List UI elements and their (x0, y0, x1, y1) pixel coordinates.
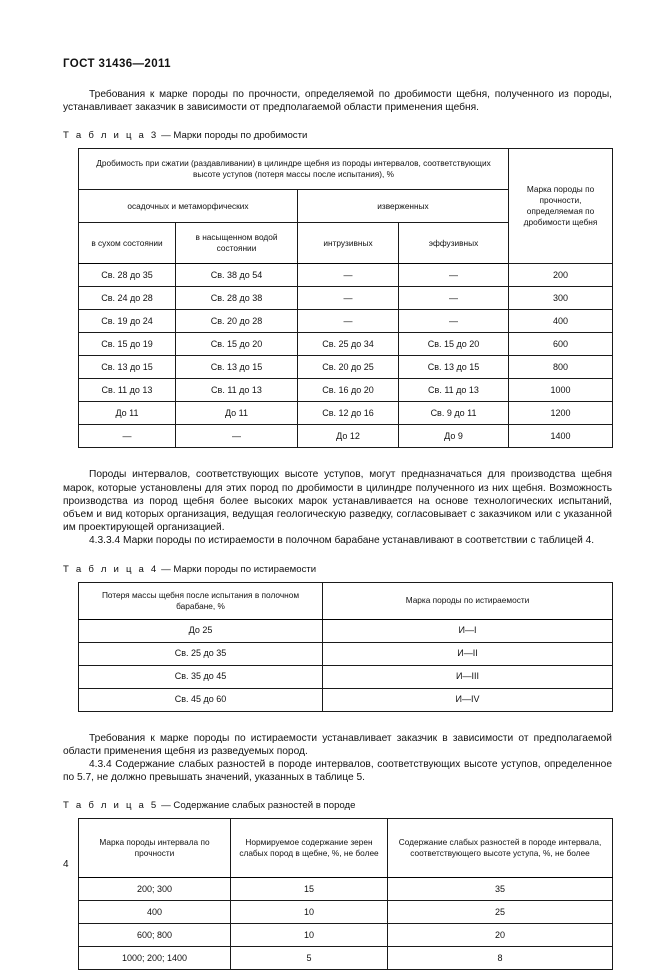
table3-header-group-main: Дробимость при сжатии (раздавливании) в цилиндре щебня из породы интервалов, соответствующих высоте уступов (потеря массы после испытания), % (79, 149, 509, 190)
table3-body (79, 264, 613, 448)
table-cell: Св. 13 до 15 (399, 356, 509, 379)
table3-header-row-1 (79, 149, 613, 190)
paragraph-4-3-4: 4.3.4 Содержание слабых разностей в породе интервалов, соответствующих высоте уступов, определенное по 5.7, не должно превышать значений, указанных в таблице 5. (63, 759, 612, 784)
table4-caption (63, 564, 612, 576)
table-cell: Св. 11 до 13 (176, 379, 298, 402)
table-cell: Св. 28 до 35 (79, 264, 176, 287)
table3-caption-label: Т а б л и ц а 3 (63, 130, 159, 142)
paragraph-abrasion-requirements: Требования к марке породы по истираемости устанавливает заказчик в зависимости от предполагаемой области применения щебня из разведуемых пород. (63, 732, 612, 757)
table-cell: 10 (231, 924, 388, 947)
table3-header-intrusive: интрузивных (298, 223, 399, 264)
paragraph-intro-strength: Требования к марке породы по прочности, определяемой по дробимости щебня, полученного из породы, устанавливает заказчик в зависимости от предполагаемой области применения щебня. (63, 89, 612, 114)
table-cell: 5 (231, 947, 388, 970)
table-cell: Св. 9 до 11 (399, 402, 509, 425)
table-row (79, 333, 613, 356)
page-content (63, 88, 612, 970)
table-cell: — (298, 264, 399, 287)
table3-caption-text: — Марки породы по дробимости (161, 130, 308, 142)
table-cell: И—I (323, 619, 613, 642)
table-row (79, 878, 613, 901)
table-cell: Св. 20 до 28 (176, 310, 298, 333)
table5-header-grade: Марка породы интервала по прочности (79, 819, 231, 878)
table5-caption-text: — Содержание слабых разностей в породе (161, 800, 356, 812)
table3-header-group-igneous: изверженных (298, 190, 509, 223)
table-cell: 400 (79, 901, 231, 924)
table5-header-weak-content: Содержание слабых разностей в породе интервала, соответствующего высоте уступа, %, не более (388, 819, 613, 878)
table-cell: 400 (509, 310, 613, 333)
table-cell: Св. 25 до 35 (79, 642, 323, 665)
table-row (79, 287, 613, 310)
table3-caption (63, 130, 612, 142)
table4-body (79, 619, 613, 711)
table5-header-row (79, 819, 613, 878)
table3-header-group-sedimentary: осадочных и метаморфических (79, 190, 298, 223)
table-cell: — (399, 310, 509, 333)
table-row (79, 924, 613, 947)
paragraph-interval-rocks: Породы интервалов, соответствующих высоте уступов, могут предназначаться для производства щебня марок, которые установлены для этих пород по дробимости в цилиндре полученного из них щебня. Возможность производства из пород щебня более высоких марок устанавливается на основе технологических испытаний, объем и вид которых организация, ведущая геологическую разведку, согласовывает с заказчиком или с указанной им проектирующей организацией. (63, 469, 612, 534)
table4-header-loss: Потеря массы щебня после испытания в полочном барабане, % (79, 582, 323, 619)
table5-caption (63, 800, 612, 812)
table-row (79, 379, 613, 402)
page-number: 4 (63, 859, 69, 870)
table-cell: — (176, 425, 298, 448)
table-cell: 600; 800 (79, 924, 231, 947)
table-cell: Св. 11 до 13 (399, 379, 509, 402)
table-cell: 1200 (509, 402, 613, 425)
table-cell: И—II (323, 642, 613, 665)
table-cell: Св. 16 до 20 (298, 379, 399, 402)
table-row (79, 619, 613, 642)
table-cell: 10 (231, 901, 388, 924)
table-cell: До 25 (79, 619, 323, 642)
table-cell: — (298, 287, 399, 310)
table-3-crushability-grades (78, 148, 613, 448)
document-standard-header: ГОСТ 31436—2011 (63, 58, 171, 70)
table-row (79, 901, 613, 924)
table-cell: До 9 (399, 425, 509, 448)
table-cell: Св. 12 до 16 (298, 402, 399, 425)
table4-caption-label: Т а б л и ц а 4 (63, 563, 159, 575)
table-cell: 200; 300 (79, 878, 231, 901)
table-row (79, 665, 613, 688)
table-cell: — (298, 310, 399, 333)
table-cell: 25 (388, 901, 613, 924)
table-cell: — (399, 287, 509, 310)
table-cell: Св. 38 до 54 (176, 264, 298, 287)
table-cell: Св. 28 до 38 (176, 287, 298, 310)
table-row (79, 642, 613, 665)
table-cell: 1400 (509, 425, 613, 448)
table3-header-effusive: эффузивных (399, 223, 509, 264)
table-cell: Св. 13 до 15 (176, 356, 298, 379)
table-cell: И—III (323, 665, 613, 688)
table-5-weak-rock-content (78, 818, 613, 970)
table-cell: Св. 45 до 60 (79, 688, 323, 711)
table-cell: До 11 (176, 402, 298, 425)
table-cell: 1000 (509, 379, 613, 402)
table-cell: Св. 24 до 28 (79, 287, 176, 310)
table-cell: 15 (231, 878, 388, 901)
table-cell: 1000; 200; 1400 (79, 947, 231, 970)
table-cell: 8 (388, 947, 613, 970)
table-row (79, 356, 613, 379)
table-cell: 300 (509, 287, 613, 310)
table-cell: Св. 19 до 24 (79, 310, 176, 333)
table-cell: Св. 13 до 15 (79, 356, 176, 379)
table4-header-grade: Марка породы по истираемости (323, 582, 613, 619)
table-row (79, 425, 613, 448)
table-cell: Св. 25 до 34 (298, 333, 399, 356)
table-cell: Св. 15 до 19 (79, 333, 176, 356)
table-row (79, 402, 613, 425)
table4-caption-text: — Марки породы по истираемости (161, 563, 317, 575)
table5-body (79, 878, 613, 970)
table-cell: 20 (388, 924, 613, 947)
table-cell: До 12 (298, 425, 399, 448)
table-cell: Св. 15 до 20 (176, 333, 298, 356)
table-row (79, 310, 613, 333)
table-4-abrasion-grades (78, 582, 613, 712)
table-cell: 800 (509, 356, 613, 379)
table5-header-weak-grains: Нормируемое содержание зерен слабых пород в щебне, %, не более (231, 819, 388, 878)
table-cell: 600 (509, 333, 613, 356)
table-row (79, 947, 613, 970)
table-cell: 200 (509, 264, 613, 287)
table3-header-grade: Марка породы по прочности, определяемая по дробимости щебня (509, 149, 613, 264)
table5-caption-label: Т а б л и ц а 5 (63, 800, 159, 812)
table-cell: Св. 20 до 25 (298, 356, 399, 379)
table-cell: — (399, 264, 509, 287)
table-cell: Св. 35 до 45 (79, 665, 323, 688)
table3-header-dry: в сухом состоянии (79, 223, 176, 264)
table-cell: 35 (388, 878, 613, 901)
table4-header-row (79, 582, 613, 619)
table-row (79, 264, 613, 287)
table-cell: Св. 11 до 13 (79, 379, 176, 402)
table-cell: До 11 (79, 402, 176, 425)
paragraph-4-3-3-4: 4.3.3.4 Марки породы по истираемости в полочном барабане устанавливают в соответствии с таблицей 4. (89, 535, 595, 547)
table-cell: — (79, 425, 176, 448)
table-cell: Св. 15 до 20 (399, 333, 509, 356)
table-row (79, 688, 613, 711)
table3-header-saturated: в насыщенном водой состоянии (176, 223, 298, 264)
table-cell: И—IV (323, 688, 613, 711)
